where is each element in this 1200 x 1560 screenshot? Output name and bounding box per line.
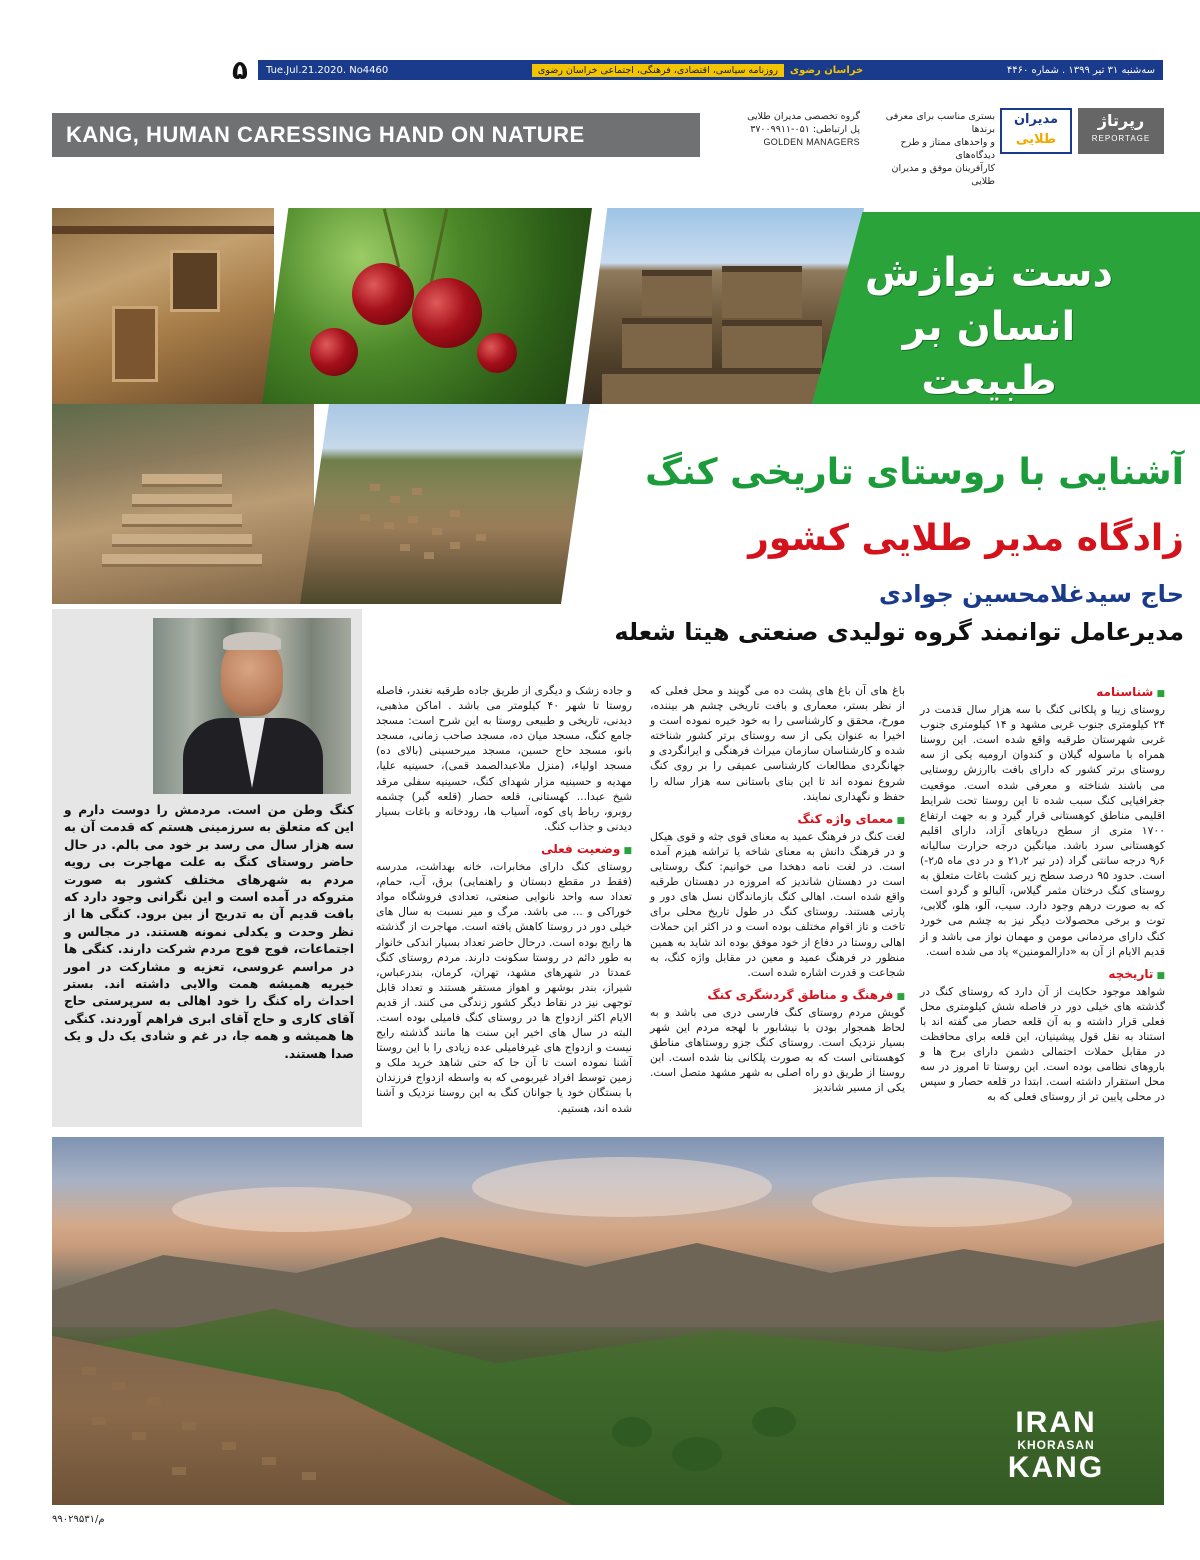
cherry-stem: [383, 209, 400, 268]
section-label: [1078, 108, 1164, 154]
caption-province: KHORASAN: [1017, 1437, 1095, 1452]
wooden-beam: [52, 226, 274, 234]
person-title: مدیرعامل توانمند گروه تولیدی صنعتی هیتا شعله: [614, 618, 1184, 646]
paragraph: و جاده زشک و دیگری از طریق جاده طرقبه نغندر، فاصله روستا تا شهر ۴۰ کیلومتر می باشد . اماکن مذهبی، دیدنی، تاریخی و طبیعی روستا به این شرح است: مسجد جامع کنگ، مسجد میان ده، مسجد صاحب زمانی، مسجد بانو، مسجد حاج حسین، مسجد میرحسینی (بالای ده) مسجد اولیاء، (منزل ملاعبدالصمد قمی)، حسینیه علیا، مهدیه و حسینیه مزار شهدای کنگ، حسینیه سفلی مرقد شیخ عبدا... کهستانی، قلعه حصار (قلعه گبر) چشمه روبرو، رباط پای کوه، آسیاب ها، رودخانه و باغات بسیار دیدنی و جذاب کنگ.: [376, 684, 632, 833]
paragraph: باغ های آن باغ های پشت ده می گویند و محل فعلی که از نظر بستر، معماری و بافت تاریخی چشم هر بیننده، مورخ، محقق و کارشناسی را به خود خیره نموده است و اخیرا به عنوان یکی از سه روستای برتر کشور شناخته شده و کارشناسان سازمان میراث فرهنگی و ایرانگردی و جهانگردی مطالعات کارشناسی عمیقی را بر روی کنگ شروع نموده اند تا این بنای باستانی سه هزار ساله را حفظ و نگهداری نمایند.: [650, 684, 905, 803]
panorama-caption: [986, 1407, 1126, 1483]
village-roof: [132, 1432, 146, 1440]
cherry: [352, 263, 414, 325]
tagline-line: کارآفرینان موفق و مدیران طلایی: [891, 163, 995, 187]
person-name: حاج سیدغلامحسین جوادی: [878, 580, 1184, 608]
cherries-photo: [262, 208, 592, 404]
subheading: ■ شناسنامه: [920, 685, 1165, 702]
logo-line: مدیران: [1013, 112, 1059, 127]
headline-green: آشنایی با روستای تاریخی کنگ: [645, 452, 1184, 493]
village-house: [450, 542, 460, 549]
village-roof: [112, 1382, 126, 1390]
logo-line: طلایی: [1015, 132, 1057, 147]
paragraph: روستای زیبا و پلکانی کنگ با سه هزار سال قدمت در ۲۴ کیلومتری جنوب غربی مشهد و ۱۴ کیلومتری جنوب غربی شهرستان طرقبه واقع شده است. این روستا همراه با ماسوله گیلان و کندوان ارومیه یکی از سه روستای برتر کشور که دارای بافت باارزش روستایی می باشند شناخته و معرفی شده است. موقعیت جغرافیایی کنگ سبب شده تا این روستا تحت شرایط اقلیمی مناطق کوهستانی قرار گیرد و به جهت ارتفاع ۱۷۰۰ متری از سطح دریاهای آزاد، دارای اقلیم کوهستانی سرد باشد. میانگین درجه حرارت سالیانه ۹٫۶ درجه سانتی گراد (در تیر ۲۱٫۲ و در دی ماه ۲٫۵-) است. حدود ۹۵ درصد سطح زیر کشت باغات متعلق به روستای کنگ درختان مثمر گیلاس، آلبالو و گردو است که به صورت درهم وجود دارد. سیب، آلو، هلو، گلابی، توت و برخی محصولات دیگر نیز به چشم می خورد کنگ دارای مردمانی مومن و مهمان نواز می باشد و از قدیم الایام از آن به «دارالمومنین» یاد می شده است.: [920, 703, 1166, 958]
cherry: [477, 333, 517, 373]
stair-step: [112, 534, 252, 547]
village-roof: [222, 1442, 236, 1450]
article-column-2: [650, 683, 905, 1095]
contact-phone: پل ارتباطی: ۰۵۱-۳۷۰۰۹۹۱۱: [750, 124, 860, 135]
group-contact: [710, 110, 860, 149]
village-roof: [262, 1457, 276, 1465]
issue-info: سه‌شنبه ۳۱ تیر ۱۳۹۹ . شماره ۴۴۶۰: [1006, 64, 1155, 76]
village-house: [622, 318, 712, 368]
newspaper-brand: خراسان رضوی: [789, 64, 864, 76]
group-english-name: GOLDEN MANAGERS: [763, 137, 860, 147]
english-date: Tue.Jul.21.2020. No4460: [266, 64, 389, 76]
paragraph: روستای کنگ دارای مخابرات، خانه بهداشت، مدرسه (فقط در مقطع دبستان و راهنمایی) برق، آب، حمام، تعداد سه واحد نانوایی صنعتی، تعدادی فروشگاه مواد خوراکی و ... می باشد. مرگ و میر نسبت به سال های خیلی دور در روستا کاهش یافته است. مهاجرت از گذشته ها رایج بوده است. درحال حاضر تعداد بسیار اندکی خانوار به طور دائم در روستا سکونت دارند. مردم روستای کنگ عمدتا در شهرهای مشهد، تهران، کرمان، بندرعباس، شیراز، بندر بوشهر و اهواز مستقر هستند و تعداد قابل توجهی نیز در نقاط دیگر کشور زندگی می کنند. از قدیم الایام اکثر ازدواج ها در روستای کنگ فامیلی بوده است. البته در سال های اخیر این سنت ها مانند گذشته رایج نیست و ازدواج های غیرفامیلی عده زیادی را با این روستا آشنا نموده است تا آن جا که حتی شاهد خرید ملک و زمین توسط افراد غیربومی که به واسطه ازدواج فرزندان با بستگان خود یا جوانان کنگ به این روستا نزدیک و آشنا شده اند، هستیم.: [376, 860, 632, 1115]
portrait-hair: [223, 632, 281, 650]
village-roof: [182, 1422, 196, 1430]
subheading: ■ وضعیت فعلی: [376, 842, 632, 859]
banner-title-line: دست نوازش: [864, 250, 1114, 296]
caption-country: IRAN: [1015, 1406, 1097, 1440]
headline-red: زادگاه مدیر طلایی کشور: [748, 518, 1184, 559]
article-column-1: [920, 683, 1165, 1105]
cherry: [310, 328, 358, 376]
subheading: ■ معمای واژه کنگ: [650, 812, 905, 829]
village-house: [408, 516, 418, 523]
village-panorama-photo: [52, 1137, 1164, 1505]
section-label-fa: رپرتاژ: [1097, 111, 1145, 130]
banner-title: [830, 246, 1148, 408]
village-house: [476, 534, 486, 541]
sidebar-quote: کنگ وطن من است. مردمش را دوست دارم و این که متعلق به سرزمینی هستم که قدمت آن به سه هزار سال می رسد بر خود می بالم. در حال حاضر روستای کنگ به علت مهاجرت بی رویه مردم به شهرهای مختلف کشور به صورت متروکه در آمده است و این نگرانی وجود دارد که بافت قدیم آن به تدریج از بین برود. کنگی ها از نظر وحدت و یکدلی نمونه هستند. در مجالس و اجتماعات، فوج فوج مردم شرکت دارند. کنگی ها در مراسم عروسی، تعزیه و مشارکت در امور خیریه همیشه همت والایی داشته اند. بستر احداث راه کنگ را خود اهالی به سرپرستی حاج آقای کاری و حاج آقای ابری فراهم آوردند. کنگی ها همیشه و همه جا، در غم و شادی یک دل و یک صدا هستند.: [64, 803, 354, 1061]
village-house: [450, 510, 460, 517]
village-house: [400, 544, 410, 551]
caption-village: KANG: [1007, 1450, 1105, 1484]
village-house: [722, 266, 802, 318]
window: [170, 250, 220, 312]
village-house: [602, 368, 832, 404]
tagline-line: بستری مناسب برای معرفی برندها: [885, 111, 995, 135]
village-house: [370, 484, 380, 491]
old-house-photo: [52, 208, 274, 404]
hillside-village-photo: [300, 404, 590, 604]
group-name: گروه تخصصی مدیران طلایی: [747, 111, 860, 122]
village-roof: [302, 1472, 316, 1480]
newspaper-top-strip: [258, 60, 1163, 80]
newspaper-description: روزنامه سیاسی، اقتصادی، فرهنگی، اجتماعی خراسان رضوی: [532, 64, 784, 77]
village-house: [432, 528, 442, 535]
village-house: [412, 488, 422, 495]
subheading: ■ تاریخچه: [920, 967, 1165, 984]
cherry-stem: [429, 209, 449, 288]
paragraph: لغت کنگ در فرهنگ عمید به معنای قوی جثه و قوی هیکل و در فرهنگ دانش به معنای شاخه یا تراشه هیزم آمده است. در لغت نامه دهخدا می خوانیم: کنگ روستایی است در دهستان شاندیز که امروزه در دهستان طرقبه واقع شده است. اهالی کنگ بازماندگان نسل های دور و پارتی هستند. روستای کنگ در طول تاریخ محلی برای تاخت و تاز اقوام مختلف بوده است و در اکثر این حملات اهالی روستا در دفاع از خود موفق بوده اند شاید به همین منظور در فرهنگ عمید و معین در مقابل واژه کنگ، به شجاعت و قدرت اشاره شده است.: [650, 829, 905, 979]
ad-code: م/۹۹۰۲۹۵۳۱: [52, 1514, 105, 1525]
banner-title-line: انسان بر طبیعت: [902, 304, 1076, 404]
village-house: [360, 514, 370, 521]
article-column-3: [376, 683, 632, 1116]
group-tagline: [865, 110, 995, 188]
cherry: [412, 278, 482, 348]
tagline-line: و واحدهای ممتاز و طرح دیدگاه‌های: [900, 137, 995, 161]
village-house: [424, 552, 434, 559]
stair-step: [102, 554, 262, 567]
strip-middle: [532, 64, 863, 77]
subheading: ■ فرهنگ و مناطق گردشگری کنگ: [650, 988, 905, 1005]
tree: [752, 1407, 796, 1437]
village-house: [390, 496, 400, 503]
cloud: [172, 1187, 412, 1232]
door: [112, 306, 158, 382]
portrait-photo: [153, 618, 351, 794]
village-roof: [172, 1467, 186, 1475]
page-number: ۵: [232, 56, 248, 86]
village-roof: [92, 1417, 106, 1425]
village-roof: [82, 1367, 96, 1375]
village-house: [384, 522, 394, 529]
section-label-en: REPORTAGE: [1091, 134, 1151, 143]
cloud: [812, 1177, 1072, 1227]
golden-managers-logo: [1000, 108, 1072, 154]
tree: [672, 1437, 722, 1471]
stair-step: [142, 474, 222, 487]
stair-step: [132, 494, 232, 507]
english-headline: KANG, HUMAN CARESSING HAND ON NATURE: [66, 122, 585, 147]
paragraph: شواهد موجود حکایت از آن دارد که روستای کنگ در گذشته های خیلی دور در فاصله شش کیلومتری محل فعلی قرار داشته و به آن قلعه حصار می گفته اند با استناد به نقل قول پیشینیان، این قلعه برای محافظت در مقابل حملات احتمالی دشمن دارای برج ها و باروهای نظامی بوده است. این روستا تا امروز در سه محل استقرار داشته است. ابتدا در قلعه حصار و سپس در محلی پایین تر از روستای فعلی که به: [920, 984, 1165, 1104]
tree: [612, 1417, 652, 1447]
stone-stairs-photo: [52, 404, 314, 604]
cloud: [472, 1157, 772, 1217]
paragraph: گویش مردم روستای کنگ فارسی دری می باشد و به لحاظ همجوار بودن با نیشابور با لهجه مردم این شهر بسیار نزدیک است. روستای کنگ جزو روستاهای مناطق کوهستانی است که به صورت پلکانی بنا شده است. این روستا از طریق دو راه اصلی به شهر مشهد متصل است. یکی از مسیر شاندیز: [650, 1005, 905, 1095]
village-roof: [147, 1397, 161, 1405]
stair-step: [122, 514, 242, 527]
village-house: [642, 270, 712, 316]
